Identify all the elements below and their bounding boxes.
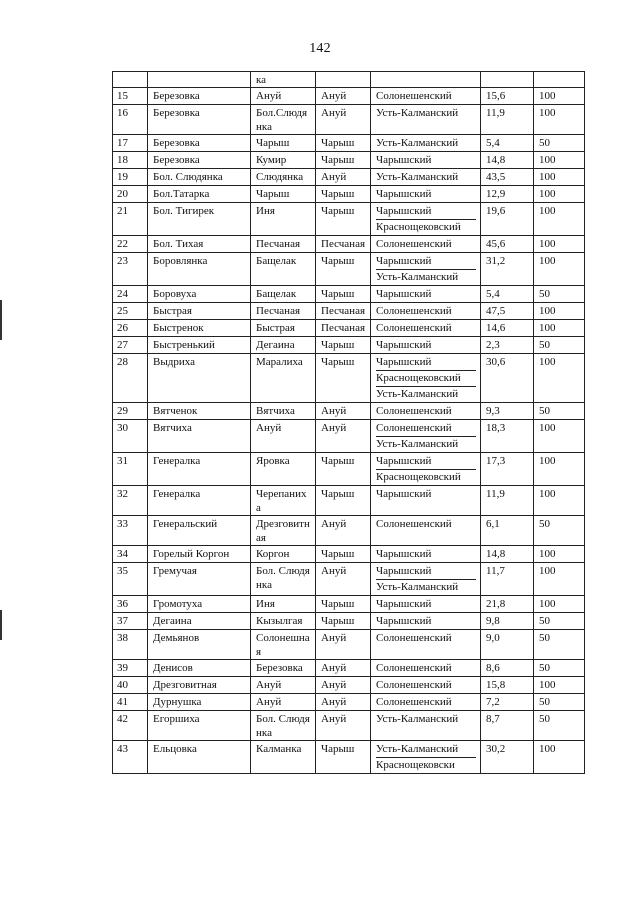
cell-basin: [316, 72, 371, 88]
rivers-table: [112, 71, 585, 774]
district-name: Краснощековский: [376, 371, 476, 387]
cell-number: 37: [113, 613, 148, 630]
cell-number: 23: [113, 253, 148, 286]
cell-percent: 100: [534, 186, 585, 203]
cell-percent: 100: [534, 741, 585, 774]
cell-channel: Ануй: [251, 88, 316, 105]
cell-basin: Ануй: [316, 563, 371, 596]
cell-length: 7,2: [481, 694, 534, 711]
district-name: Усть-Калманский: [376, 137, 459, 149]
cell-length: 11,7: [481, 563, 534, 596]
cell-channel: Чарыш: [251, 135, 316, 152]
cell-length: 6,1: [481, 516, 534, 546]
cell-length: 30,6: [481, 354, 534, 403]
cell-district: [371, 613, 481, 630]
table-row: [113, 236, 585, 253]
cell-percent: 100: [534, 236, 585, 253]
cell-length: 45,6: [481, 236, 534, 253]
cell-length: 12,9: [481, 186, 534, 203]
table-row: [113, 486, 585, 516]
cell-basin: Чарыш: [316, 596, 371, 613]
cell-number: 21: [113, 203, 148, 236]
cell-river: Боровлянка: [148, 253, 251, 286]
cell-river: Вятчиха: [148, 420, 251, 453]
cell-percent: 100: [534, 253, 585, 286]
cell-channel: Ануй: [251, 677, 316, 694]
table-row: [113, 88, 585, 105]
cell-district: [371, 420, 481, 453]
cell-river: Быстренок: [148, 320, 251, 337]
cell-number: 16: [113, 105, 148, 135]
cell-percent: 100: [534, 677, 585, 694]
cell-basin: Ануй: [316, 403, 371, 420]
cell-channel: Чарыш: [251, 186, 316, 203]
cell-length: 15,8: [481, 677, 534, 694]
cell-length: 9,8: [481, 613, 534, 630]
cell-length: 21,8: [481, 596, 534, 613]
cell-district: [371, 88, 481, 105]
district-name: Усть-Калманский: [376, 581, 459, 593]
table-row: [113, 516, 585, 546]
cell-basin: Ануй: [316, 88, 371, 105]
district-name: Усть-Калманский: [376, 271, 459, 283]
cell-percent: 100: [534, 303, 585, 320]
cell-percent: 50: [534, 613, 585, 630]
cell-basin: Ануй: [316, 660, 371, 677]
district-name: Солонешенский: [376, 696, 452, 708]
table-row: [113, 337, 585, 354]
cell-district: [371, 72, 481, 88]
cell-percent: 100: [534, 152, 585, 169]
cell-number: 31: [113, 453, 148, 486]
cell-river: Боровуха: [148, 286, 251, 303]
district-name: Чарышский: [376, 454, 476, 470]
cell-district: [371, 152, 481, 169]
cell-length: 11,9: [481, 486, 534, 516]
cell-length: 8,6: [481, 660, 534, 677]
table-row: [113, 286, 585, 303]
district-name: Усть-Калманский: [376, 713, 459, 725]
cell-channel: Яровка: [251, 453, 316, 486]
cell-length: 9,3: [481, 403, 534, 420]
cell-river: Быстренький: [148, 337, 251, 354]
cell-length: 14,6: [481, 320, 534, 337]
district-name: Краснощековский: [376, 471, 461, 483]
cell-district: [371, 135, 481, 152]
cell-district: [371, 660, 481, 677]
district-name: Краснощековский: [376, 221, 461, 233]
cell-basin: Ануй: [316, 516, 371, 546]
cell-number: 41: [113, 694, 148, 711]
cell-percent: [534, 72, 585, 88]
district-name: Чарышский: [376, 204, 476, 220]
page-number: 142: [309, 41, 331, 56]
cell-district: [371, 711, 481, 741]
cell-number: 38: [113, 630, 148, 660]
cell-length: [481, 72, 534, 88]
cell-river: Дурнушка: [148, 694, 251, 711]
cell-district: [371, 741, 481, 774]
cell-number: 32: [113, 486, 148, 516]
cell-channel: Бол. Слюдянка: [251, 711, 316, 741]
cell-channel: Калманка: [251, 741, 316, 774]
cell-district: [371, 677, 481, 694]
table-row: [113, 403, 585, 420]
cell-number: 19: [113, 169, 148, 186]
cell-river: Генералка: [148, 486, 251, 516]
table-row: [113, 546, 585, 563]
cell-basin: Песчаная: [316, 320, 371, 337]
cell-basin: Чарыш: [316, 613, 371, 630]
cell-basin: Чарыш: [316, 354, 371, 403]
cell-channel: Песчаная: [251, 303, 316, 320]
table-row: [113, 453, 585, 486]
cell-district: [371, 486, 481, 516]
cell-length: 17,3: [481, 453, 534, 486]
cell-basin: Чарыш: [316, 741, 371, 774]
cell-percent: 100: [534, 486, 585, 516]
district-name: Солонешенский: [376, 421, 476, 437]
district-name: Солонешенский: [376, 90, 452, 102]
cell-length: 8,7: [481, 711, 534, 741]
cell-basin: Ануй: [316, 420, 371, 453]
table-row: [113, 135, 585, 152]
cell-channel: Быстрая: [251, 320, 316, 337]
cell-length: 15,6: [481, 88, 534, 105]
cell-channel: Ануй: [251, 694, 316, 711]
scan-edge-mark: [0, 610, 2, 640]
cell-percent: 100: [534, 105, 585, 135]
cell-length: 31,2: [481, 253, 534, 286]
cell-channel: Солонешная: [251, 630, 316, 660]
cell-number: 25: [113, 303, 148, 320]
cell-basin: Ануй: [316, 105, 371, 135]
district-name: Усть-Калманский: [376, 388, 459, 400]
cell-channel: Слюдянка: [251, 169, 316, 186]
district-name: Чарышский: [376, 154, 432, 166]
cell-basin: Ануй: [316, 677, 371, 694]
cell-percent: 50: [534, 286, 585, 303]
cell-channel: Черепаниха: [251, 486, 316, 516]
cell-length: 11,9: [481, 105, 534, 135]
cell-district: [371, 694, 481, 711]
cell-length: 14,8: [481, 546, 534, 563]
cell-basin: Чарыш: [316, 203, 371, 236]
cell-river: Березовка: [148, 105, 251, 135]
district-name: Солонешенский: [376, 679, 452, 691]
cell-district: [371, 546, 481, 563]
cell-number: 22: [113, 236, 148, 253]
table-row: [113, 186, 585, 203]
district-name: Усть-Калманский: [376, 171, 459, 183]
cell-percent: 100: [534, 320, 585, 337]
table-row: [113, 303, 585, 320]
table-row: [113, 741, 585, 774]
cell-percent: 100: [534, 354, 585, 403]
table-row: [113, 354, 585, 403]
cell-percent: 50: [534, 660, 585, 677]
district-name: Усть-Калманский: [376, 438, 459, 450]
cell-length: 18,3: [481, 420, 534, 453]
cell-number: 35: [113, 563, 148, 596]
cell-river: Дрезговитная: [148, 677, 251, 694]
table-row: [113, 152, 585, 169]
cell-number: 17: [113, 135, 148, 152]
cell-basin: Чарыш: [316, 546, 371, 563]
cell-number: 28: [113, 354, 148, 403]
scan-edge-mark: [0, 300, 2, 340]
district-name: Чарышский: [376, 288, 432, 300]
cell-percent: 100: [534, 546, 585, 563]
cell-number: 20: [113, 186, 148, 203]
cell-basin: Ануй: [316, 694, 371, 711]
cell-river: Генеральский: [148, 516, 251, 546]
cell-channel: Кызылгая: [251, 613, 316, 630]
cell-length: 9,0: [481, 630, 534, 660]
cell-basin: Ануй: [316, 169, 371, 186]
cell-channel: Бащелак: [251, 253, 316, 286]
cell-number: 36: [113, 596, 148, 613]
table-row: [113, 420, 585, 453]
cell-percent: 50: [534, 403, 585, 420]
cell-basin: Чарыш: [316, 152, 371, 169]
cell-length: 43,5: [481, 169, 534, 186]
table-body: [113, 72, 585, 774]
cell-length: 2,3: [481, 337, 534, 354]
cell-river: Демьянов: [148, 630, 251, 660]
cell-district: [371, 630, 481, 660]
cell-channel: ка: [251, 72, 316, 88]
cell-percent: 50: [534, 711, 585, 741]
cell-length: 19,6: [481, 203, 534, 236]
table-row: [113, 105, 585, 135]
cell-river: Горелый Коргон: [148, 546, 251, 563]
district-name: Чарышский: [376, 188, 432, 200]
table-row: [113, 253, 585, 286]
cell-basin: Чарыш: [316, 186, 371, 203]
table-row: [113, 203, 585, 236]
table-row: [113, 694, 585, 711]
cell-percent: 50: [534, 630, 585, 660]
cell-number: 39: [113, 660, 148, 677]
cell-number: 26: [113, 320, 148, 337]
cell-river: Егоршиха: [148, 711, 251, 741]
cell-river: Громотуха: [148, 596, 251, 613]
district-name: Краснощековски: [376, 759, 455, 771]
cell-river: Быстрая: [148, 303, 251, 320]
district-name: Чарышский: [376, 355, 476, 371]
cell-channel: Иня: [251, 203, 316, 236]
cell-channel: Иня: [251, 596, 316, 613]
cell-basin: Песчаная: [316, 303, 371, 320]
cell-district: [371, 337, 481, 354]
cell-channel: Кумир: [251, 152, 316, 169]
cell-length: 47,5: [481, 303, 534, 320]
cell-percent: 100: [534, 169, 585, 186]
table-row: [113, 563, 585, 596]
cell-length: 5,4: [481, 286, 534, 303]
cell-length: 14,8: [481, 152, 534, 169]
cell-basin: Чарыш: [316, 253, 371, 286]
cell-number: 30: [113, 420, 148, 453]
cell-percent: 100: [534, 563, 585, 596]
table-row: [113, 596, 585, 613]
cell-basin: Ануй: [316, 630, 371, 660]
cell-percent: 100: [534, 453, 585, 486]
district-name: Чарышский: [376, 598, 432, 610]
cell-river: Бол. Тигирек: [148, 203, 251, 236]
cell-number: 34: [113, 546, 148, 563]
cell-percent: 100: [534, 203, 585, 236]
cell-district: [371, 253, 481, 286]
continuation-row: [113, 72, 585, 88]
cell-channel: Вятчиха: [251, 403, 316, 420]
cell-district: [371, 286, 481, 303]
cell-river: Березовка: [148, 135, 251, 152]
cell-district: [371, 596, 481, 613]
cell-number: 27: [113, 337, 148, 354]
cell-district: [371, 563, 481, 596]
cell-percent: 50: [534, 694, 585, 711]
cell-number: 29: [113, 403, 148, 420]
cell-number: 42: [113, 711, 148, 741]
cell-river: Генералка: [148, 453, 251, 486]
district-name: Чарышский: [376, 615, 432, 627]
cell-district: [371, 403, 481, 420]
district-name: Чарышский: [376, 339, 432, 351]
district-name: Усть-Калманский: [376, 742, 476, 758]
cell-percent: 100: [534, 596, 585, 613]
cell-river: Бол. Тихая: [148, 236, 251, 253]
district-name: Солонешенский: [376, 405, 452, 417]
cell-district: [371, 236, 481, 253]
cell-river: Вятченок: [148, 403, 251, 420]
cell-number: 15: [113, 88, 148, 105]
cell-number: [113, 72, 148, 88]
cell-river: Денисов: [148, 660, 251, 677]
cell-number: 43: [113, 741, 148, 774]
table-row: [113, 613, 585, 630]
cell-river: Бол.Татарка: [148, 186, 251, 203]
cell-channel: Бол.Слюдянка: [251, 105, 316, 135]
district-name: Чарышский: [376, 488, 432, 500]
cell-channel: Дрезговитная: [251, 516, 316, 546]
table-row: [113, 169, 585, 186]
cell-river: Ельцовка: [148, 741, 251, 774]
cell-channel: Песчаная: [251, 236, 316, 253]
district-name: Усть-Калманский: [376, 107, 459, 119]
cell-channel: Бол. Слюдянка: [251, 563, 316, 596]
cell-percent: 50: [534, 516, 585, 546]
cell-river: Березовка: [148, 88, 251, 105]
district-name: Солонешенский: [376, 238, 452, 250]
cell-percent: 100: [534, 420, 585, 453]
district-name: Солонешенский: [376, 518, 452, 530]
cell-percent: 50: [534, 135, 585, 152]
cell-channel: Дегаина: [251, 337, 316, 354]
cell-river: Выдриха: [148, 354, 251, 403]
cell-length: 30,2: [481, 741, 534, 774]
cell-number: 18: [113, 152, 148, 169]
district-name: Чарышский: [376, 548, 432, 560]
cell-river: Гремучая: [148, 563, 251, 596]
cell-basin: Ануй: [316, 711, 371, 741]
cell-number: 33: [113, 516, 148, 546]
cell-district: [371, 186, 481, 203]
table-row: [113, 660, 585, 677]
cell-river: Бол. Слюдянка: [148, 169, 251, 186]
cell-river: Дегаина: [148, 613, 251, 630]
district-name: Солонешенский: [376, 305, 452, 317]
cell-percent: 100: [534, 88, 585, 105]
district-name: Чарышский: [376, 564, 476, 580]
cell-district: [371, 453, 481, 486]
district-name: Солонешенский: [376, 662, 452, 674]
cell-district: [371, 516, 481, 546]
cell-basin: Чарыш: [316, 286, 371, 303]
cell-river: [148, 72, 251, 88]
cell-channel: Маралиха: [251, 354, 316, 403]
cell-channel: Ануй: [251, 420, 316, 453]
table-row: [113, 677, 585, 694]
cell-district: [371, 303, 481, 320]
cell-basin: Чарыш: [316, 135, 371, 152]
cell-channel: Коргон: [251, 546, 316, 563]
cell-district: [371, 203, 481, 236]
cell-basin: Чарыш: [316, 486, 371, 516]
cell-channel: Березовка: [251, 660, 316, 677]
table-row: [113, 630, 585, 660]
district-name: Чарышский: [376, 254, 476, 270]
cell-number: 24: [113, 286, 148, 303]
table-row: [113, 711, 585, 741]
cell-district: [371, 169, 481, 186]
cell-river: Березовка: [148, 152, 251, 169]
cell-channel: Бащелак: [251, 286, 316, 303]
cell-basin: Чарыш: [316, 337, 371, 354]
cell-district: [371, 105, 481, 135]
cell-length: 5,4: [481, 135, 534, 152]
district-name: Солонешенский: [376, 322, 452, 334]
cell-basin: Песчаная: [316, 236, 371, 253]
district-name: Солонешенский: [376, 632, 452, 644]
cell-district: [371, 320, 481, 337]
cell-district: [371, 354, 481, 403]
table-row: [113, 320, 585, 337]
cell-percent: 50: [534, 337, 585, 354]
cell-basin: Чарыш: [316, 453, 371, 486]
cell-number: 40: [113, 677, 148, 694]
